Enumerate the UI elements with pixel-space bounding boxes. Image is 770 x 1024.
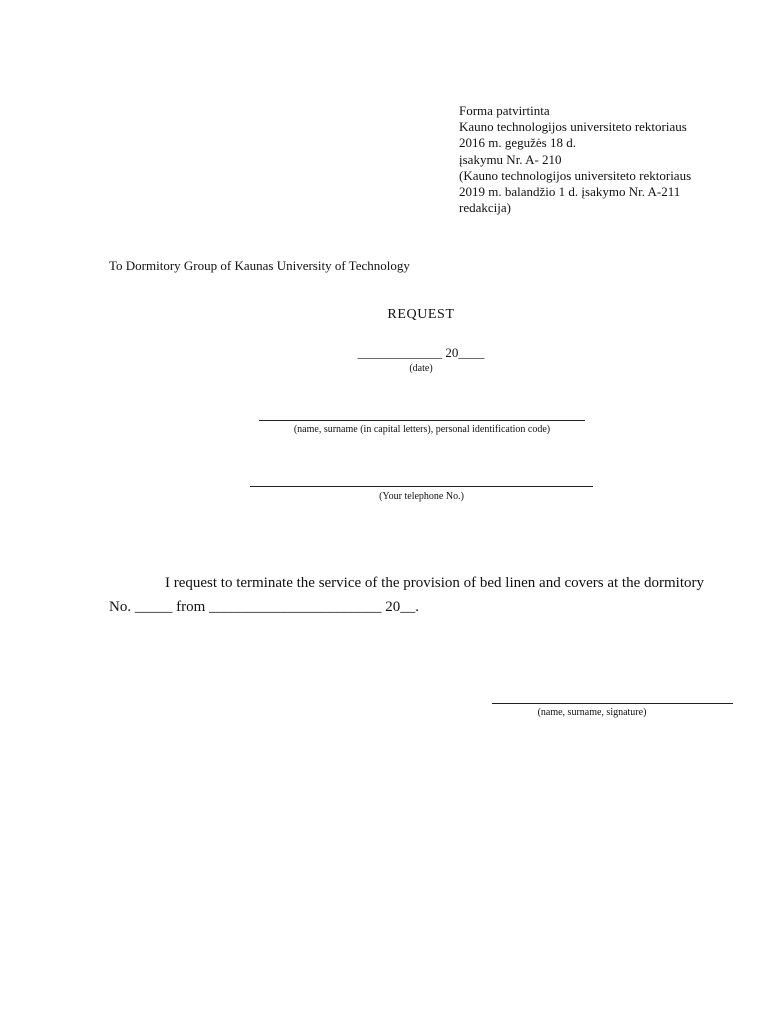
approval-block	[459, 103, 759, 216]
approval-line: 2019 m. balandžio 1 d. įsakymo Nr. A-211	[459, 184, 681, 200]
date-field[interactable]: _____________ 20____	[357, 345, 485, 360]
approval-line: įsakymu Nr. A- 210	[459, 151, 562, 167]
approval-line: redakcija)	[459, 200, 511, 216]
addressee: To Dormitory Group of Kaunas University of Technology	[109, 258, 410, 273]
approval-line: Forma patvirtinta	[459, 103, 550, 118]
signature-field-caption: (name, surname, signature)	[537, 707, 647, 718]
page-title: REQUEST	[387, 307, 455, 322]
name-field-caption: (name, surname (in capital letters), personal identification code)	[293, 424, 551, 435]
signature-field-line[interactable]	[492, 703, 733, 704]
request-body	[109, 571, 733, 619]
approval-line: 2016 m. gegužės 18 d.	[459, 135, 576, 151]
approval-line: Kauno technologijos universiteto rektoriaus	[459, 119, 687, 135]
name-field-line[interactable]	[259, 420, 585, 421]
date-caption: (date)	[409, 363, 433, 374]
phone-field-line[interactable]	[250, 486, 593, 487]
request-body-line-1: I request to terminate the service of the provision of bed linen and covers at the dormitory	[165, 575, 704, 591]
approval-line: (Kauno technologijos universiteto rektoriaus	[459, 167, 692, 183]
request-body-line-2[interactable]: No. _____ from _______________________ 20__.	[109, 599, 419, 615]
phone-field-caption: (Your telephone No.)	[379, 491, 464, 502]
